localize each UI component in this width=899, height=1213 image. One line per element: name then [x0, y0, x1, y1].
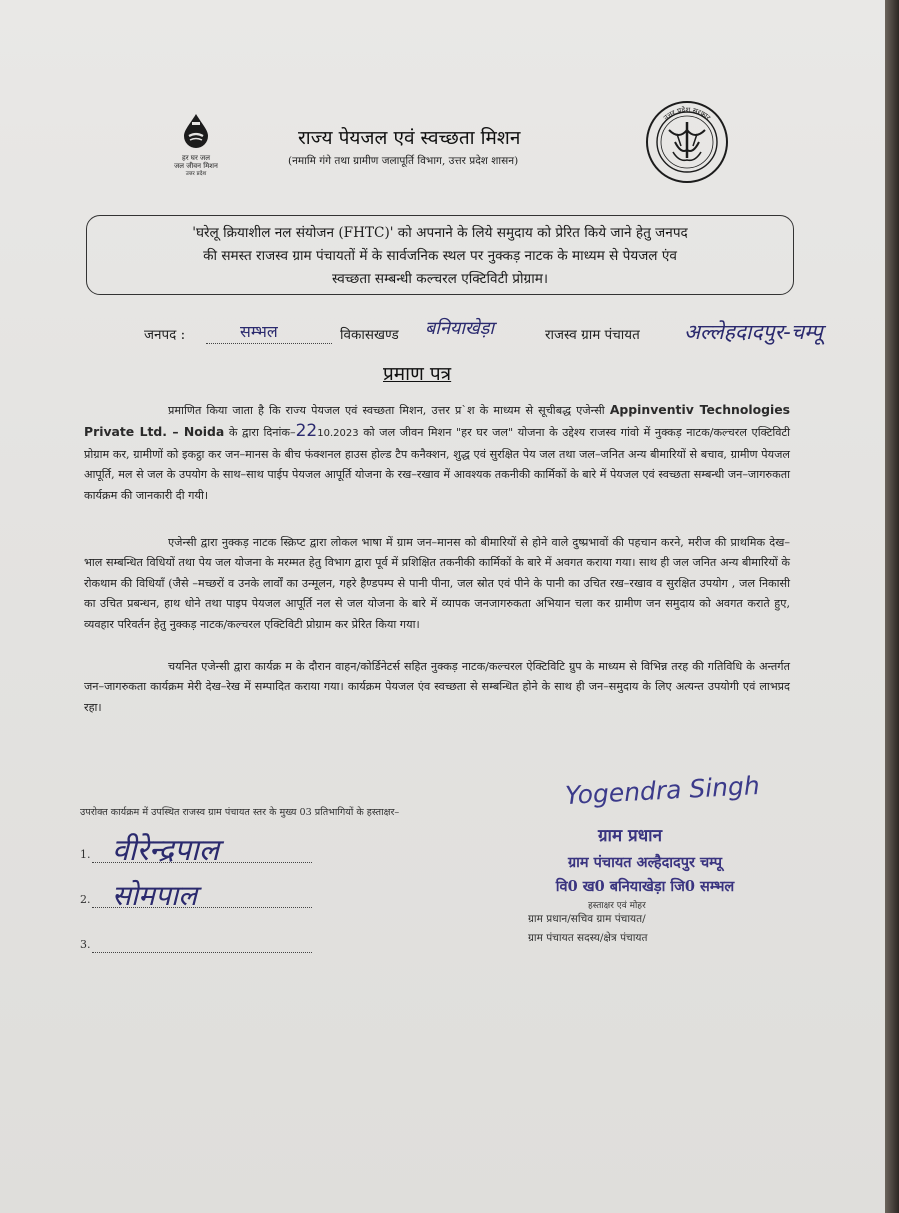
paragraph-1-part-3: को जल जीवन मिशन "हर घर जल" योजना के उद्देश्य राजस्व गांवो में नुक्कड़ नाटक/कल्चरल एक्टिविटी प्रोग्राम कर, ग्रामीणों को इकट्ठा कर जन–मानस के बीच फंक्शनल हाउस होल्ड टैप कनैक्शन, शुद्ध एवं सुरक्षित पेय जल तथा जल–जनित अन्य बीमारियों से बचाव, ग्रामीण पेयजल आपूर्ति, मल से जल के उपयोग के साथ–साथ पाईप पेयजल आपूर्ति योजना के रख–रखाव में आवश्यक तकनीकी कार्मिकों के बारे में पेयजल एवं स्वच्छता सम्बन्धी जन–जागरुकता कार्यक्रम की जानकारी दी गयी।	[84, 426, 790, 502]
stamp-block-district: वि0 ख0 बनियाखेड़ा जि0 सम्भल	[555, 878, 735, 895]
paragraph-2-text: एजेन्सी द्वारा नुक्कड़ नाटक स्क्रिप्ट द्वारा लोकल भाषा में ग्राम जन–मानस को बीमारियों से होने वाले दुष्प्रभावों की पहचान करने, मरीज की प्राथमिक देख–भाल सम्बन्धित विधियों तथा पेय जल योजना के मरम्मत हेतु विभाग द्वारा पूर्व में प्रशिक्षित तकनीकी कार्मिकों के बारे में अवगत कराया गया। साथ ही जल जनित अन्य बीमारियों के रोकथाम की विधियाँ (जैसे –मच्छरों व उनके लार्वों का उन्मूलन, गहरे हैण्डपम्प से पानी पीना, जल स्रोत एवं पीने के पानी का उचित रख–रखाव व सुरक्षित उपयोग , जल निकासी का उचित प्रबन्धन, हाथ धोने तथा पाइप पेयजल आपूर्ति नल से जल योजना के बारे में व्यापक जनजागरुकता अभियान चला कर ग्रामीण जन समुदाय को अवगत कराते हुए, व्यवहार परिवर्तन हेतु नुक्कड़ नाटक/कल्चरल एक्टिविटी प्रोग्राम कर प्रेरित किया गया।	[84, 536, 790, 631]
block-label: विकासखण्ड	[340, 327, 399, 343]
logo-line-3: उत्तर प्रदेश	[185, 171, 207, 177]
paragraph-1-part-2: के द्वारा दिनांक–	[224, 426, 296, 440]
participants-note: उपरोक्त कार्यक्रम में उपस्थित राजस्व ग्राम पंचायत स्तर के मुख्य 03 प्रतिभागियों के हस्ताक्षर–	[80, 807, 400, 818]
svg-text:उत्तर प्रदेश सरकार	[662, 105, 712, 122]
participant-signature-2: सोमपाल	[112, 879, 198, 912]
certificate-title: प्रमाण पत्र	[383, 363, 452, 385]
district-line	[206, 343, 332, 344]
signatory-options-2: ग्राम पंचायत सदस्य/क्षेत्र पंचायत	[528, 932, 648, 944]
participant-row-2	[80, 893, 91, 906]
agency-name: Appinventiv Technologies Private Ltd. – Noida	[84, 402, 791, 440]
paragraph-3	[84, 657, 790, 718]
stamp-panchayat: ग्राम पंचायत अल्हैदादपुर चम्पू	[567, 854, 723, 871]
paragraph-1	[84, 400, 790, 506]
logo-line-1: हर घर जल	[182, 154, 210, 162]
sign-and-seal-label: हस्ताक्षर एवं मोहर	[588, 901, 646, 911]
participant-number: 2.	[80, 893, 91, 906]
pradhan-signature: Yogendra Singh	[564, 770, 761, 811]
block-value: बनियाखेड़ा	[425, 318, 495, 339]
participant-number: 1.	[80, 848, 91, 861]
panchayat-label: राजस्व ग्राम पंचायत	[545, 327, 640, 343]
paragraph-1-part-1: प्रमाणित किया जाता है कि राज्य पेयजल एवं स्वच्छता मिशन, उत्तर प्र`श के माध्यम से सूचीबद्ध एजेन्सी	[168, 404, 605, 417]
participant-row-3	[80, 938, 91, 951]
signatory-options-1: ग्राम प्रधान/सचिव ग्राम पंचायत/	[528, 913, 646, 925]
paragraph-3-text: चयनित एजेन्सी द्वारा कार्यक्र म के दौरान वाहन/कोर्डिनेटर्स सहित नुक्कड़ नाटक/कल्चरल ऐक्टिविटि ग्रुप के माध्यम से विभिन्न तरह की गतिविधि के अन्तर्गत जन–जागरुकता कार्यक्रम मेरी देख–रेख में सम्पादित कराया गया। कार्यक्रम पेयजल एंव स्वच्छता से सम्बन्धित होने के साथ ही जन–समुदाय के लिए अत्यन्त उपयोगी एवं लाभप्रद रहा।	[84, 660, 790, 714]
mission-title: राज्य पेयजल एवं स्वच्छता मिशन	[298, 127, 521, 149]
participant-signature-1: वीरेन्द्रपाल	[112, 833, 220, 868]
date-day: 22	[295, 421, 318, 442]
banner-line-1: 'घरेलू क्रियाशील नल संयोजन (FHTC)' को अपनाने के लिये समुदाय को प्रेरित किये जाने हेतु जनपद	[192, 225, 688, 241]
logo-line-2: जल जीवन मिशन	[174, 162, 218, 170]
jal-jeevan-mission-logo	[160, 110, 232, 180]
banner-line-3: स्वच्छता सम्बन्धी कल्चरल एक्टिविटी प्रोग्राम।	[331, 271, 549, 287]
participant-number: 3.	[80, 938, 91, 951]
panchayat-value: अल्लेहदादपुर-चम्पू	[684, 320, 823, 344]
up-government-seal-icon	[645, 100, 729, 184]
participant-row-1	[80, 848, 91, 861]
background-edge	[885, 0, 899, 1213]
district-value: सम्भल	[240, 322, 278, 341]
district-label: जनपद :	[144, 327, 186, 343]
mission-subtitle: (नमामि गंगे तथा ग्रामीण जलापूर्ति विभाग, उत्तर प्रदेश शासन)	[288, 155, 519, 167]
paragraph-2	[84, 533, 790, 635]
date-rest: 10.2023	[317, 428, 359, 440]
program-banner	[86, 215, 794, 295]
banner-line-2: की समस्त राजस्व ग्राम पंचायतों में के सार्वजनिक स्थल पर नुक्कड़ नाटक के माध्यम से पेयजल एंव	[203, 248, 677, 264]
seal-text: उत्तर प्रदेश सरकार	[662, 105, 712, 122]
stamp-designation: ग्राम प्रधान	[597, 826, 663, 846]
water-drop-icon	[178, 112, 214, 148]
signature-line-3	[92, 952, 312, 953]
